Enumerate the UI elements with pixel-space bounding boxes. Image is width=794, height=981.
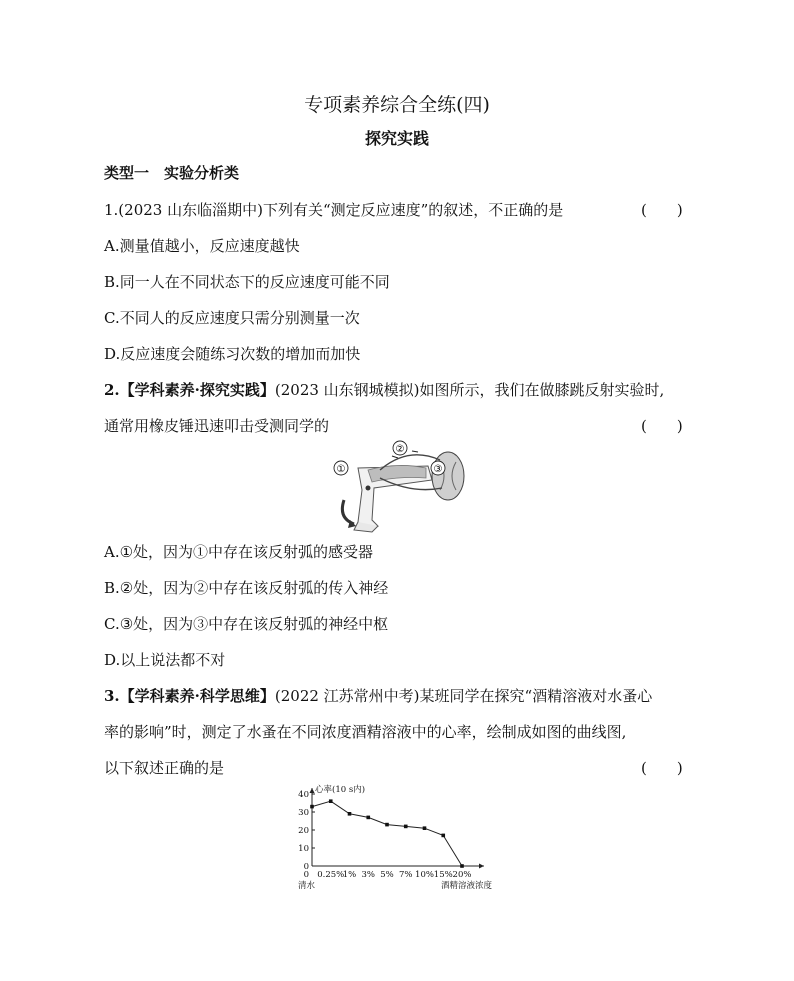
q2-stem1: (2023 山东钢城模拟)如图所示，我们在做膝跳反射实验时, [274,381,665,399]
data-point [423,826,427,830]
q3-answer-paren: ( ) [641,759,683,777]
q2-option-d: D.以上说法都不对 [104,651,226,669]
data-point [348,812,352,816]
x-tick-label: 15% [433,870,453,880]
q1-answer-paren: ( ) [641,201,683,219]
x-first-label: 清水 [298,881,316,891]
heart-rate-line-chart [292,784,508,894]
data-point [385,823,389,827]
q1-option-b: B.同一人在不同状态下的反应速度可能不同 [104,273,390,291]
data-point [441,834,445,838]
data-point [404,825,408,829]
q2-option-c: C.③处，因为③中存在该反射弧的神经中枢 [104,615,389,633]
q3-stem-line1 [104,685,652,706]
q2-stem-line1 [104,379,664,400]
q2-tag: 2.【学科素养·探究实践】 [104,381,275,399]
q1-option-a: A.测量值越小，反应速度越快 [104,237,300,255]
x-tick-label: 0.25% [317,870,345,880]
x-axis-arrow [479,864,484,869]
q1-option-c: C.不同人的反应速度只需分别测量一次 [104,309,360,327]
data-point [329,799,333,803]
data-point [460,864,464,868]
x-axis-label: 酒精溶液浓度 [440,881,492,891]
y-axis-arrow [310,788,315,793]
q2-answer-paren: ( ) [641,417,683,435]
section-heading: 类型一 实验分析类 [104,164,240,182]
x-tick-label: 10% [415,870,434,880]
y-tick-label: 0 [303,862,309,872]
y-tick-label: 40 [298,790,309,800]
q3-stem-line2: 率的影响”时，测定了水蚤在不同浓度酒精溶液中的心率，绘制成如图的曲线图, [104,723,627,741]
q2-stem-line2: 通常用橡皮锤迅速叩击受测同学的 [104,417,330,435]
fig-label-1: ① [336,464,346,475]
data-point [366,816,370,820]
x-tick-label: 20% [452,870,472,880]
page-title: 专项素养综合全练(四) [304,94,490,116]
q1-stem: 1.(2023 山东临淄期中)下列有关“测定反应速度”的叙述，不正确的是 [104,201,564,219]
x-tick-label: 1% [342,870,357,880]
x-tick-label: 3% [361,870,375,880]
y-tick-label: 10 [298,844,309,854]
knee-jerk-reflex-figure [328,438,476,534]
q3-stem1: (2022 江苏常州中考)某班同学在探究“酒精溶液对水蚤心 [274,687,653,705]
fig-label-2: ② [395,444,405,455]
data-point [310,805,314,809]
y-tick-label: 20 [298,826,309,836]
fig-label-3: ③ [433,464,443,475]
x-tick-label: 7% [399,870,413,880]
y-tick-label: 30 [298,808,309,818]
q3-tag: 3.【学科素养·科学思维】 [104,687,275,705]
q3-stem-line3: 以下叙述正确的是 [104,759,225,777]
q2-option-a: A.①处，因为①中存在该反射弧的感受器 [104,543,374,561]
q2-option-b: B.②处，因为②中存在该反射弧的传入神经 [104,579,389,597]
x-tick-label: 5% [380,870,394,880]
q1-option-d: D.反应速度会随练习次数的增加而加快 [104,345,361,363]
page-subtitle: 探究实践 [364,129,429,148]
x-tick-label-zero: 0 [303,870,309,880]
series-line [312,801,462,866]
y-axis-label: 心率(10 s内) [315,785,366,795]
